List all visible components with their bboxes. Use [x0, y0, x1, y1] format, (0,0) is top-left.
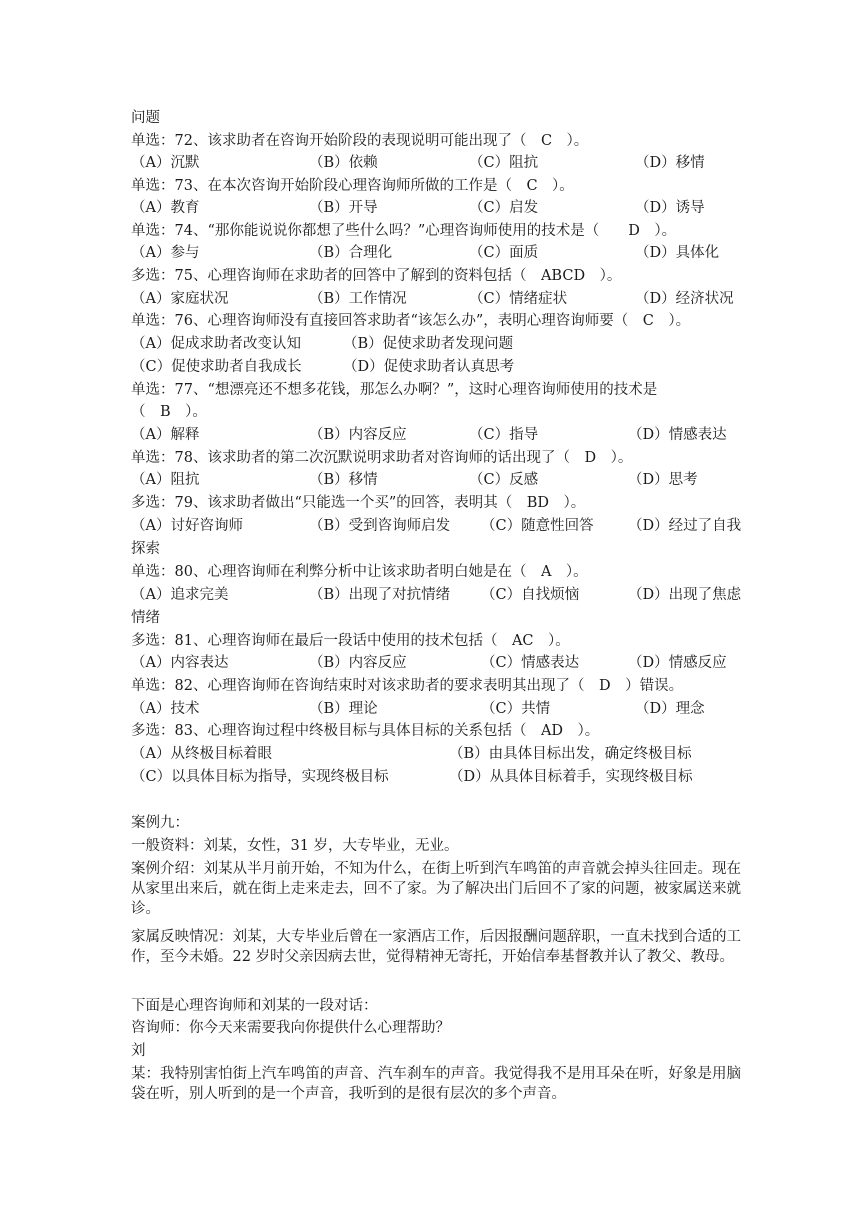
option-b: （B）依赖 — [309, 155, 378, 171]
option-c: （C）面质 — [469, 245, 539, 261]
option-c: （C）启发 — [469, 200, 539, 216]
option-b: （B）开导 — [309, 200, 378, 216]
case-introduction: 案例介绍：刘某从半月前开始，不知为什么，在街上听到汽车鸣笛的声音就会掉头往回走。现在从家里出来后，就在街上走来走去，回不了家。为了解决出门后回不了家的问题，被家属送来就诊。 — [131, 861, 741, 917]
option-c: （C）阻抗 — [469, 155, 539, 171]
option-a: （A）讨好咨询师 — [131, 518, 243, 534]
option-d-continued: 情绪 — [131, 610, 160, 626]
client-label: 刘 — [131, 1043, 146, 1059]
option-c: （C）随意性回答 — [481, 518, 594, 534]
question-74: 单选：74、“那你能说说你都想了些什么吗？”心理咨询师使用的技术是（ D ）。 — [131, 223, 677, 239]
option-c: （C）指导 — [469, 427, 539, 443]
question-76: 单选：76、心理咨询师没有直接回答求助者“该怎么办”，表明心理咨询师要（ C ）。 — [131, 313, 691, 329]
option-a: （A）参与 — [131, 245, 200, 261]
option-b: （B）由具体目标出发，确定终极目标 — [449, 746, 692, 762]
option-a: （A）内容表达 — [131, 655, 229, 671]
option-d: （D）理念 — [635, 701, 705, 717]
option-c: （C）自找烦恼 — [481, 587, 580, 603]
question-72: 单选：72、该求助者在咨询开始阶段的表现说明可能出现了（ C ）。 — [131, 133, 589, 149]
option-b: （B）受到咨询师启发 — [309, 518, 451, 534]
option-a: （A）追求完美 — [131, 587, 229, 603]
option-d: （D）出现了焦虑 — [628, 587, 742, 603]
option-d: （D）诱导 — [635, 200, 705, 216]
option-b: （B）合理化 — [309, 245, 393, 261]
option-d: （D）促使求助者认真思考 — [343, 359, 515, 375]
option-c: （C）情感表达 — [481, 655, 580, 671]
question-81: 多选：81、心理咨询师在最后一段话中使用的技术包括（ AC ）。 — [131, 633, 570, 649]
question-73: 单选：73、在本次咨询开始阶段心理咨询师所做的工作是（ C ）。 — [131, 178, 574, 194]
option-b: （B）促使求助者发现问题 — [343, 336, 514, 352]
option-d-continued: 探索 — [131, 541, 160, 557]
option-c: （C）情绪症状 — [469, 291, 568, 307]
question-75: 多选：75、心理咨询师在求助者的回答中了解到的资料包括（ ABCD ）。 — [131, 268, 622, 284]
option-a: （A）教育 — [131, 200, 200, 216]
option-b: （B）内容反应 — [309, 427, 407, 443]
option-d: （D）移情 — [635, 155, 705, 171]
dialog-intro: 下面是心理咨询师和刘某的一段对话： — [131, 998, 378, 1014]
option-d: （D）思考 — [628, 472, 698, 488]
option-a: （A）阻抗 — [131, 472, 200, 488]
question-79: 多选：79、该求助者做出“只能选一个买”的回答，表明其（ BD ）。 — [131, 495, 586, 511]
continued-text: 问题 — [131, 110, 160, 126]
option-c: （C）促使求助者自我成长 — [131, 359, 302, 375]
option-d: （D）经过了自我 — [628, 518, 742, 534]
question-83: 多选：83、心理咨询过程中终极目标与具体目标的关系包括（ AD ）。 — [131, 723, 600, 739]
option-a: （A）沉默 — [131, 155, 200, 171]
option-d: （D）从具体目标着手，实现终极目标 — [449, 769, 693, 785]
option-d: （D）情感表达 — [628, 427, 727, 443]
client-line: 某：我特别害怕街上汽车鸣笛的声音、汽车刹车的声音。我觉得我不是用耳朵在听，好象是用脑袋在听，别人听到的是一个声音，我听到的是很有层次的多个声音。 — [131, 1066, 741, 1102]
option-a: （A）技术 — [131, 701, 200, 717]
case-family-report: 家属反映情况：刘某，大专毕业后曾在一家酒店工作，后因报酬问题辞职，一直未找到合适的工作，至今未婚。22 岁时父亲因病去世，觉得精神无寄托，开始信奉基督教并认了教父、教母。 — [131, 929, 741, 965]
option-a: （A）家庭状况 — [131, 291, 229, 307]
option-c: （C）共情 — [481, 701, 551, 717]
question-80: 单选：80、心理咨询师在利弊分析中让该求助者明白她是在（ A ）。 — [131, 564, 588, 580]
option-b: （B）移情 — [309, 472, 378, 488]
option-d: （D）情感反应 — [628, 655, 727, 671]
case-title: 案例九： — [131, 815, 189, 831]
case-general-info: 一般资料：刘某，女性，31 岁，大专毕业，无业。 — [131, 838, 459, 854]
option-c: （C）以具体目标为指导，实现终极目标 — [131, 769, 389, 785]
option-a: （A）解释 — [131, 427, 200, 443]
question-82: 单选：82、心理咨询师在咨询结束时对该求助者的要求表明其出现了（ D ）错误。 — [131, 678, 684, 694]
option-b: （B）理论 — [309, 701, 378, 717]
option-a: （A）促成求助者改变认知 — [131, 336, 301, 352]
option-d: （D）具体化 — [635, 245, 720, 261]
option-b: （B）内容反应 — [309, 655, 407, 671]
option-c: （C）反感 — [469, 472, 539, 488]
counselor-line: 咨询师：你今天来需要我向你提供什么心理帮助？ — [131, 1020, 450, 1036]
option-b: （B）工作情况 — [309, 291, 407, 307]
question-77: 单选：77、“想漂亮还不想多花钱，那怎么办啊？”，这时心理咨询师使用的技术是 — [131, 382, 658, 398]
question-78: 单选：78、该求助者的第二次沉默说明求助者对咨询师的话出现了（ D ）。 — [131, 450, 633, 466]
option-d: （D）经济状况 — [635, 291, 734, 307]
question-77-answer: （ B ）。 — [131, 404, 207, 420]
option-b: （B）出现了对抗情绪 — [309, 587, 451, 603]
option-a: （A）从终极目标着眼 — [131, 746, 272, 762]
